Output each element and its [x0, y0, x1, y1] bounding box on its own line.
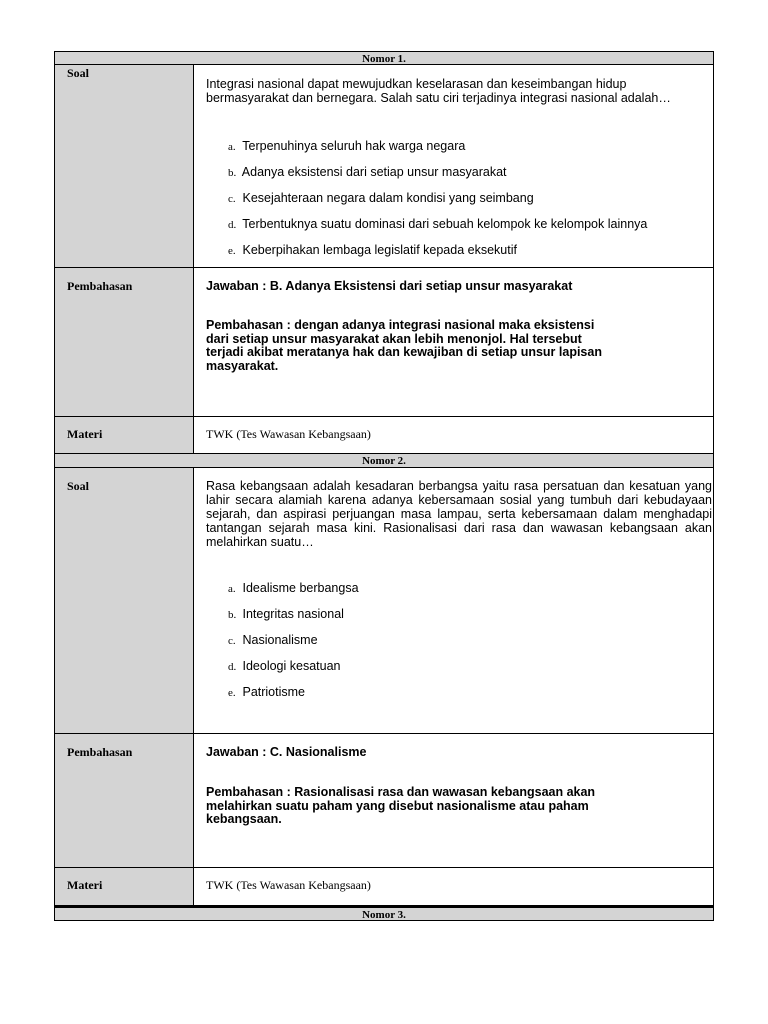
question-2-text: Rasa kebangsaan adalah kesadaran berbangsa yaitu rasa persatuan dan kesatuan yang lahir secara alamiah karena adanya kebersamaan sosial yang tumbuh dari kebudayaan sejarah, dan aspirasi perjuangan masa lampau, serta kebersamaan dalam menghadapi tantangan sejarah masa kini. Rasionalisasi dari rasa dan wawasan kebangsaan akan melahirkan suatu…: [206, 479, 712, 549]
question-2-header: Nomor 2.: [54, 454, 714, 468]
option-c: c. Kesejahteraan negara dalam kondisi yang seimbang: [228, 191, 534, 205]
pembahasan-label: Pembahasan: [55, 734, 194, 867]
option-d: d. Ideologi kesatuan: [228, 659, 341, 673]
option-b: b. Integritas nasional: [228, 607, 344, 621]
question-1-answer: Jawaban : B. Adanya Eksistensi dari setiap unsur masyarakat: [206, 279, 573, 293]
option-c: c. Nasionalisme: [228, 633, 318, 647]
question-2-answer: Jawaban : C. Nasionalisme: [206, 745, 367, 759]
question-2-soal-row: [54, 468, 714, 734]
question-1-materi-row: [54, 417, 714, 454]
option-e: e. Keberpihakan lembaga legislatif kepada eksekutif: [228, 243, 517, 257]
question-2-materi-row: [54, 868, 714, 906]
question-1-content: [194, 65, 713, 267]
question-1-pembahasan-row: [54, 268, 714, 417]
question-2-materi: TWK (Tes Wawasan Kebangsaan): [206, 878, 371, 892]
materi-label: Materi: [55, 868, 194, 905]
question-2-explanation: Pembahasan : Rasionalisasi rasa dan wawasan kebangsaan akan melahirkan suatu paham yang disebut nasionalisme atau paham kebangsaan.: [206, 785, 596, 826]
question-1-materi: TWK (Tes Wawasan Kebangsaan): [206, 427, 371, 441]
question-1-soal-row: [54, 65, 714, 268]
question-1-explanation: Pembahasan : dengan adanya integrasi nasional maka eksistensi dari setiap unsur masyarakat akan lebih menonjol. Hal tersebut terjadi akibat meratanya hak dan kewajiban di setiap unsur lapisan masyarakat.: [206, 318, 602, 373]
option-a: a. Terpenuhinya seluruh hak warga negara: [228, 139, 466, 153]
question-table: [54, 51, 714, 921]
option-e: e. Patriotisme: [228, 685, 306, 699]
pembahasan-label: Pembahasan: [55, 268, 194, 416]
question-2-discussion: [194, 734, 713, 867]
soal-label: Soal: [55, 468, 194, 733]
question-1-text: Integrasi nasional dapat mewujudkan keselarasan dan keseimbangan hidup bermasyarakat dan bernegara. Salah satu ciri terjadinya integrasi nasional adalah…: [206, 77, 671, 105]
question-1-header: Nomor 1.: [54, 51, 714, 65]
option-a: a. Idealisme berbangsa: [228, 581, 359, 595]
question-2-pembahasan-row: [54, 734, 714, 868]
soal-label: Soal: [55, 65, 194, 267]
option-b: b. Adanya eksistensi dari setiap unsur masyarakat: [228, 165, 507, 179]
materi-label: Materi: [55, 417, 194, 453]
option-d: d. Terbentuknya suatu dominasi dari sebuah kelompok ke kelompok lainnya: [228, 217, 648, 231]
question-1-options: [206, 133, 699, 263]
question-2-content: [194, 468, 713, 733]
question-2-options: [206, 575, 713, 705]
question-1-discussion: [194, 268, 713, 416]
question-3-header: Nomor 3.: [54, 906, 714, 921]
